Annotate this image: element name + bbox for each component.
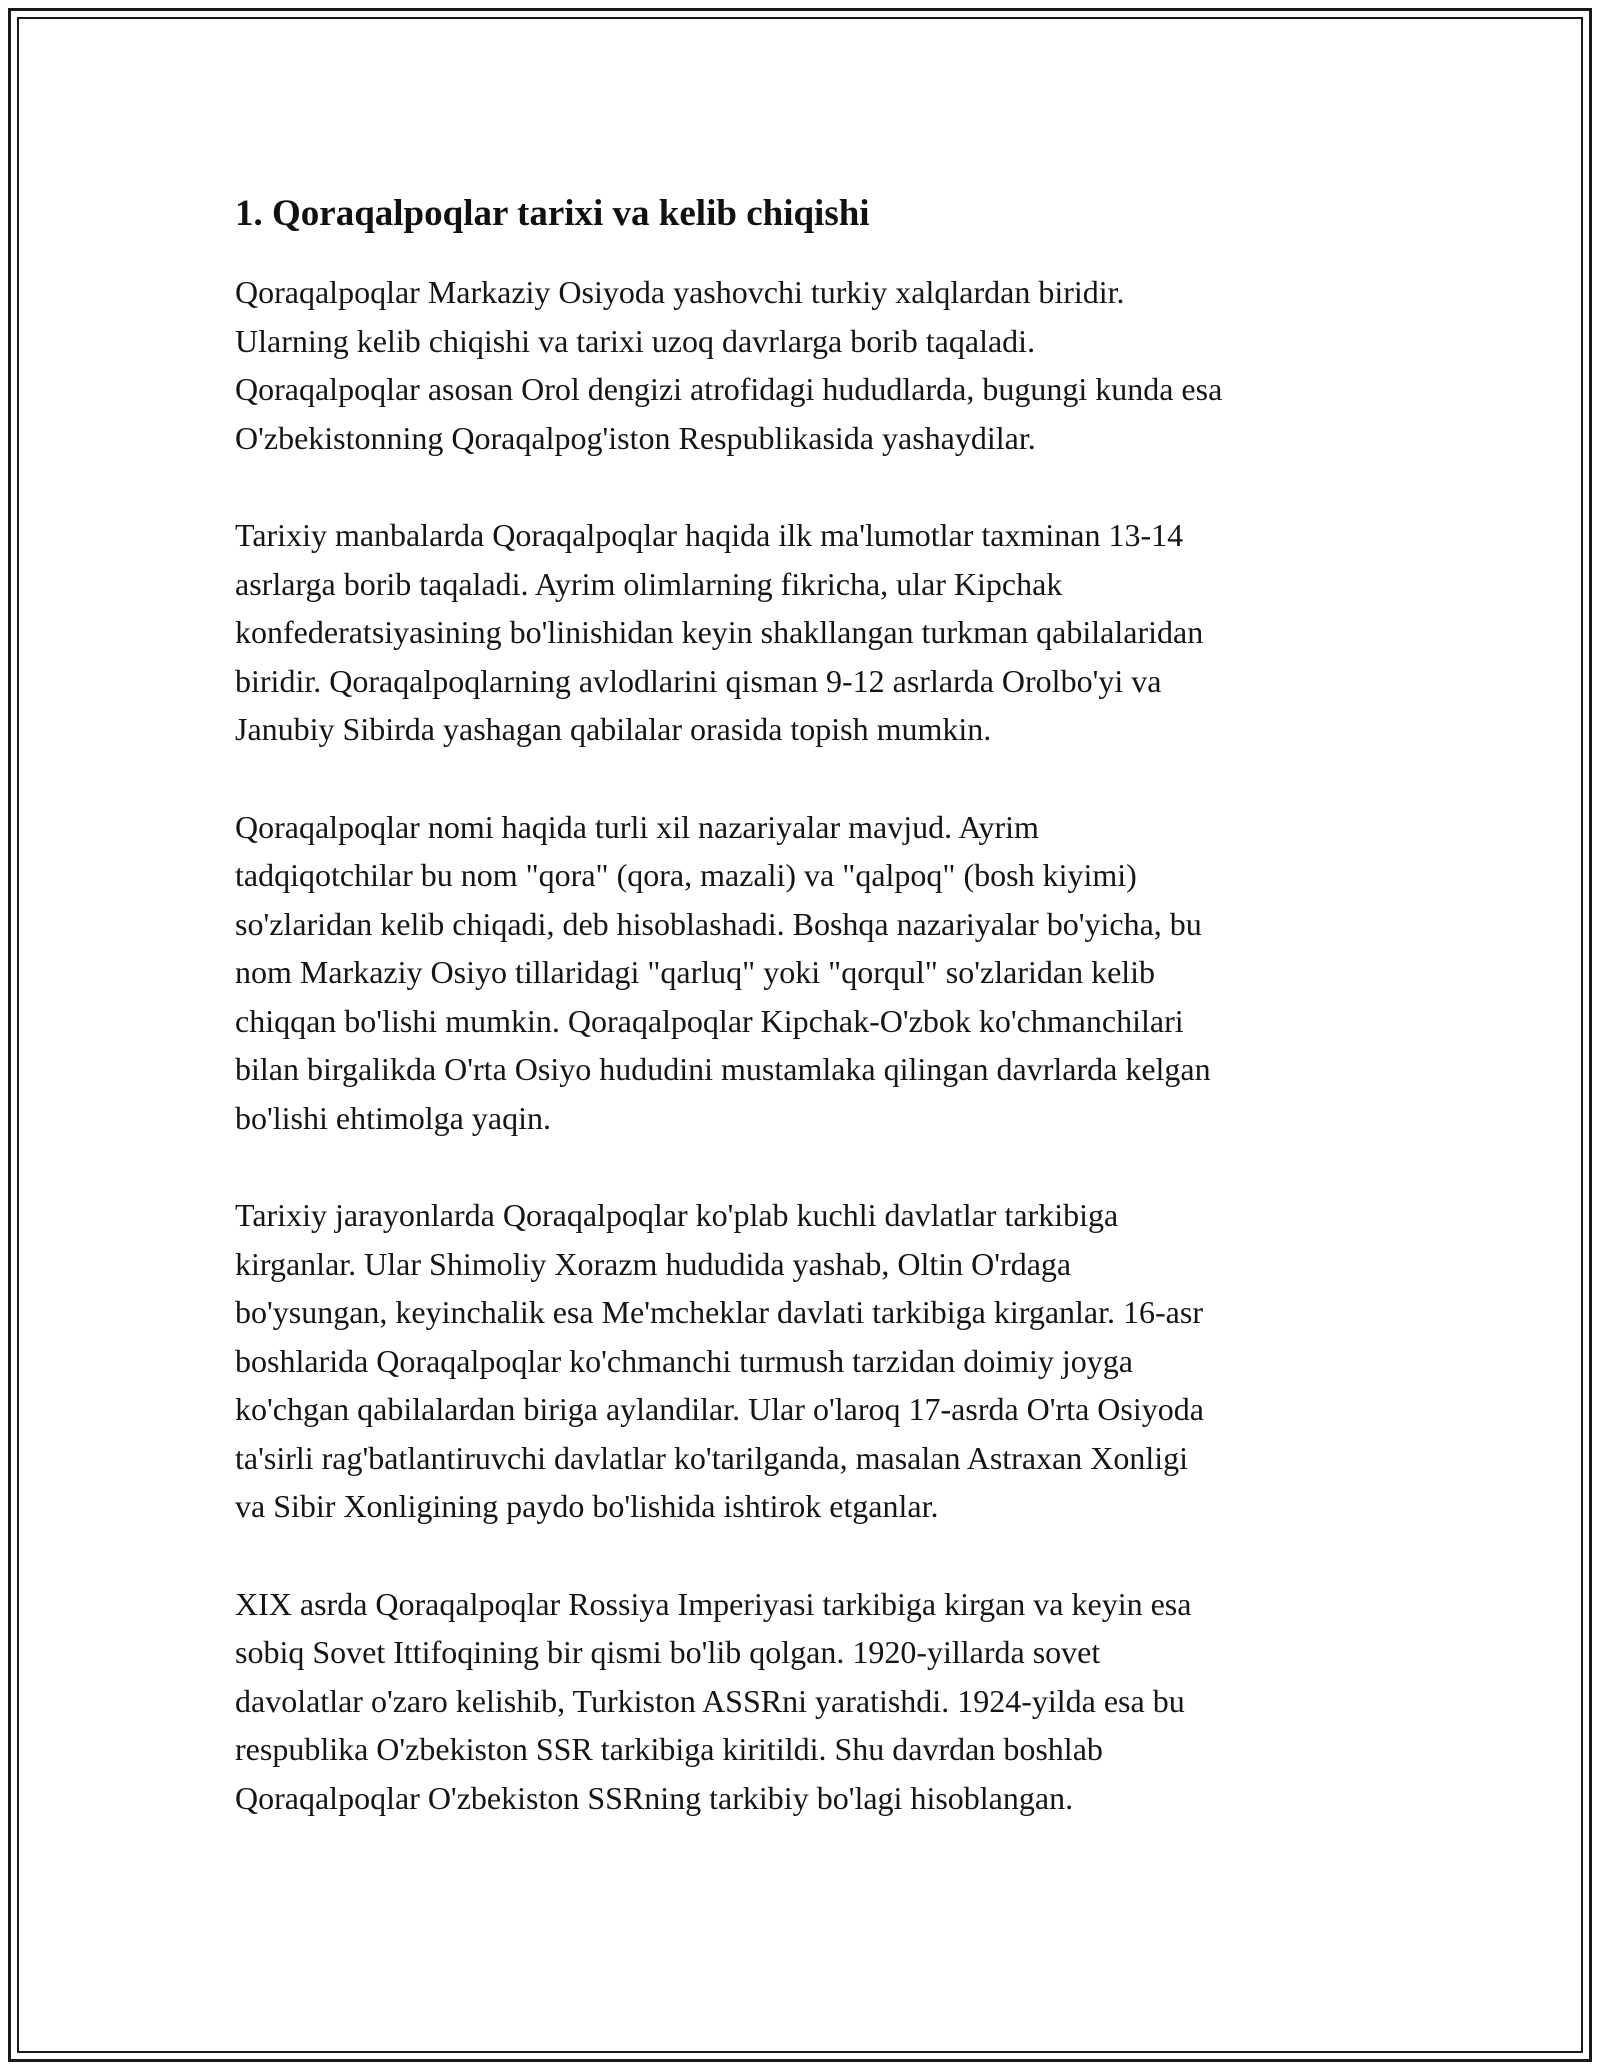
paragraph-line: Janubiy Sibirda yashagan qabilalar orasida topish mumkin.: [235, 711, 992, 747]
paragraph: [235, 803, 1385, 1143]
paragraph-line: tadqiqotchilar bu nom "qora" (qora, mazali) va "qalpoq" (bosh kiyimi): [235, 857, 1137, 893]
paragraph-line: chiqqan bo'lishi mumkin. Qoraqalpoqlar Kipchak-O'zbok ko'chmanchilari: [235, 1002, 1184, 1039]
paragraph-line: davolatlar o'zaro kelishib, Turkiston ASSRni yaratishdi. 1924-yilda esa bu: [235, 1682, 1185, 1719]
paragraph-line: biridir. Qoraqalpoqlarning avlodlarini qisman 9-12 asrlarda Orolbo'yi va: [235, 662, 1162, 699]
paragraph-line: Qoraqalpoqlar Markaziy Osiyoda yashovchi turkiy xalqlardan biridir.: [235, 274, 1125, 310]
paragraph-line: boshlarida Qoraqalpoqlar ko'chmanchi turmush tarzidan doimiy joyga: [235, 1342, 1133, 1379]
document-body: [235, 188, 1385, 1871]
paragraph-line: Ularning kelib chiqishi va tarixi uzoq davrlarga borib taqaladi.: [235, 322, 1036, 359]
paragraph-line: ta'sirli rag'batlantiruvchi davlatlar ko'tarilganda, masalan Astraxan Xonligi: [235, 1439, 1188, 1476]
paragraph: [235, 511, 1385, 754]
paragraph-line: nom Markaziy Osiyo tillaridagi "qarluq" yoki "qorqul" so'zlaridan kelib: [235, 954, 1156, 990]
paragraph-list: [235, 268, 1385, 1822]
paragraph: [235, 1580, 1385, 1823]
paragraph-line: bo'ysungan, keyinchalik esa Me'mcheklar davlati tarkibiga kirganlar. 16-asr: [235, 1294, 1203, 1330]
paragraph-line: Tarixiy manbalarda Qoraqalpoqlar haqida ilk ma'lumotlar taxminan 13-14: [235, 517, 1184, 553]
paragraph-line: bo'lishi ehtimolga yaqin.: [235, 1099, 551, 1136]
paragraph-line: Tarixiy jarayonlarda Qoraqalpoqlar ko'plab kuchli davlatlar tarkibiga: [235, 1197, 1119, 1233]
paragraph-line: ko'chgan qabilalardan biriga aylandilar. Ular o'laroq 17-asrda O'rta Osiyoda: [235, 1391, 1204, 1427]
paragraph-line: respublika O'zbekiston SSR tarkibiga kiritildi. Shu davrdan boshlab: [235, 1731, 1103, 1767]
paragraph-line: kirganlar. Ular Shimoliy Xorazm hududida yashab, Oltin O'rdaga: [235, 1245, 1072, 1282]
section-title: 1. Qoraqalpoqlar tarixi va kelib chiqishi: [235, 193, 870, 234]
paragraph-line: sobiq Sovet Ittifoqining bir qismi bo'lib qolgan. 1920-yillarda sovet: [235, 1634, 1101, 1670]
paragraph-line: bilan birgalikda O'rta Osiyo hududini mustamlaka qilingan davrlarda kelgan: [235, 1051, 1211, 1087]
paragraph: [235, 1191, 1385, 1531]
paragraph-line: XIX asrda Qoraqalpoqlar Rossiya Imperiyasi tarkibiga kirgan va keyin esa: [235, 1585, 1192, 1622]
paragraph-line: Qoraqalpoqlar asosan Orol dengizi atrofidagi hududlarda, bugungi kunda esa: [235, 371, 1223, 407]
paragraph-line: Qoraqalpoqlar nomi haqida turli xil nazariyalar mavjud. Ayrim: [235, 808, 1039, 845]
paragraph-line: asrlarga borib taqaladi. Ayrim olimlarning fikricha, ular Kipchak: [235, 565, 1063, 602]
paragraph-line: va Sibir Xonligining paydo bo'lishida ishtirok etganlar.: [235, 1488, 939, 1524]
paragraph-line: O'zbekistonning Qoraqalpog'iston Respublikasida yashaydilar.: [235, 419, 1036, 456]
paragraph: [235, 268, 1385, 462]
paragraph-line: Qoraqalpoqlar O'zbekiston SSRning tarkibiy bo'lagi hisoblangan.: [235, 1779, 1074, 1816]
paragraph-line: konfederatsiyasining bo'linishidan keyin shakllangan turkman qabilalaridan: [235, 614, 1204, 650]
paragraph-line: so'zlaridan kelib chiqadi, deb hisoblashadi. Boshqa nazariyalar bo'yicha, bu: [235, 905, 1202, 942]
